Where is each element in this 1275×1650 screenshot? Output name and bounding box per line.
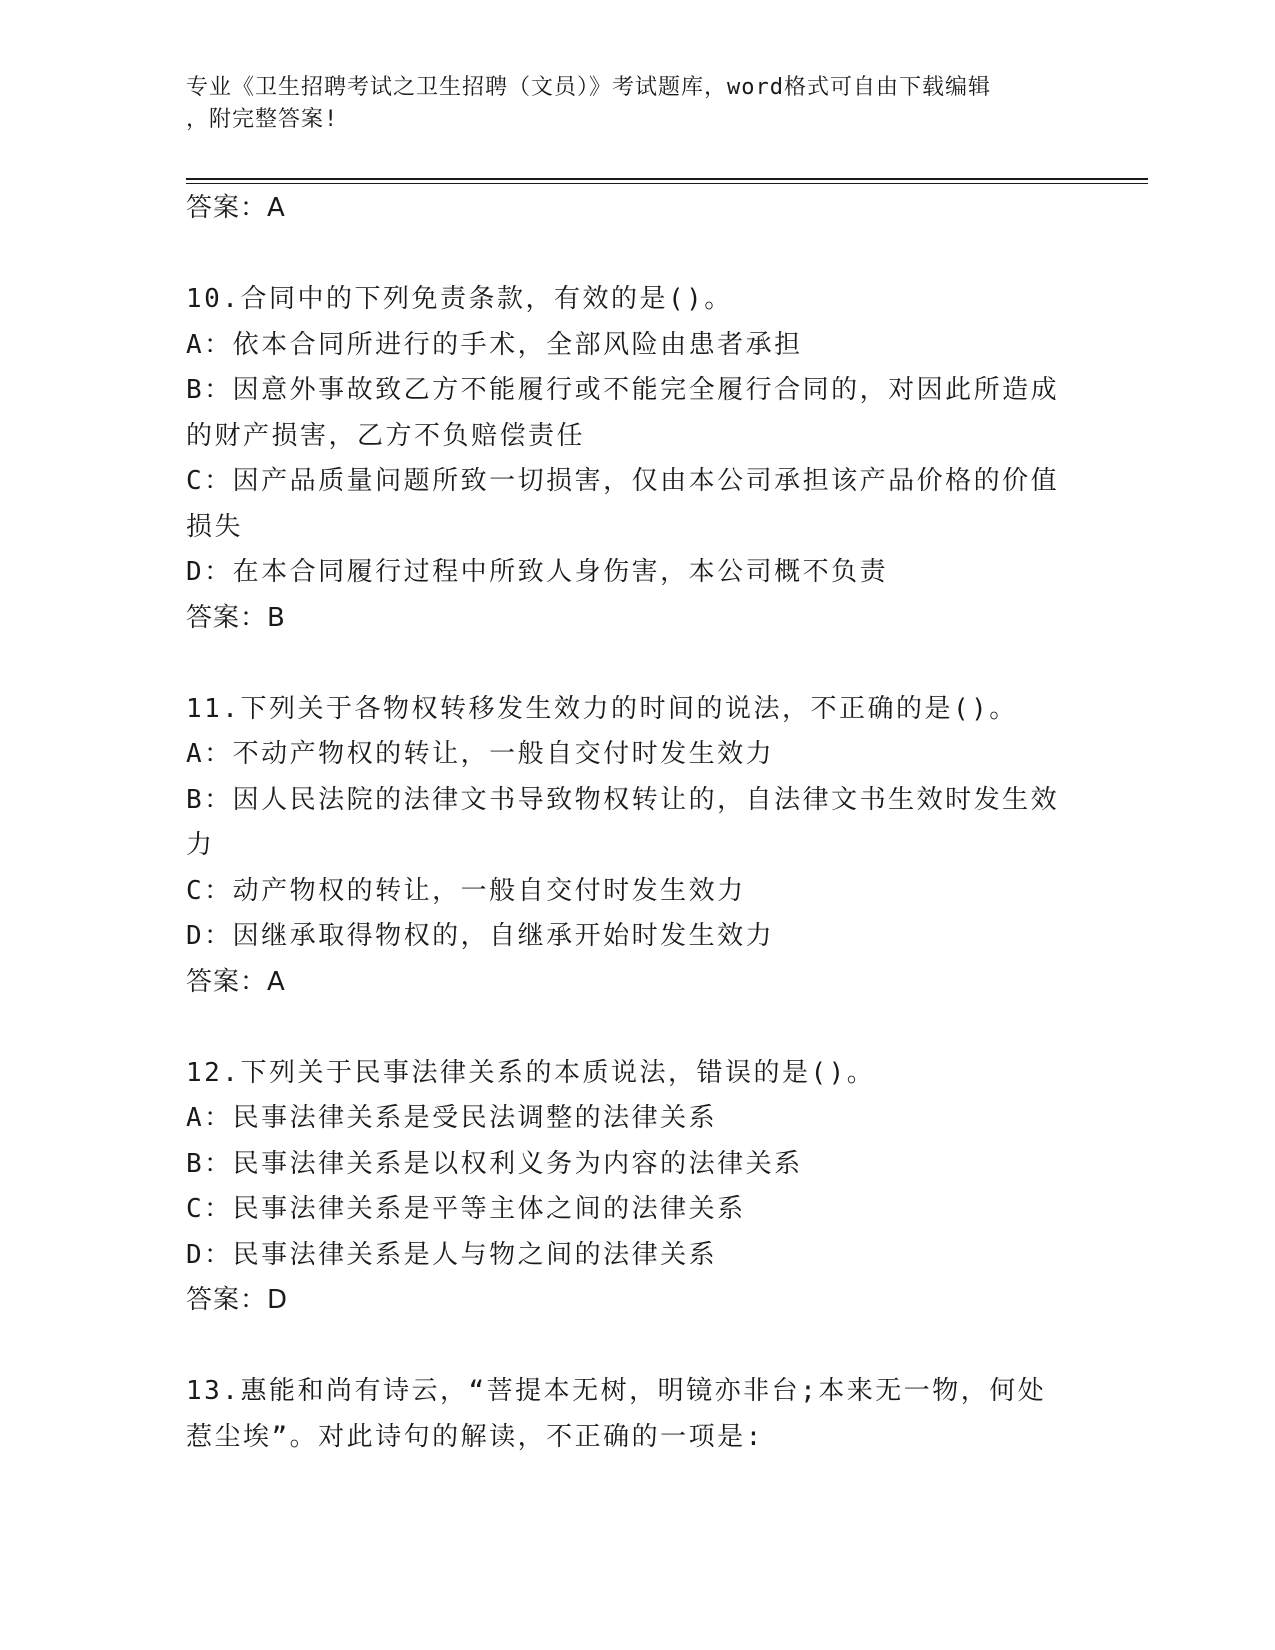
question-stem: 13.惠能和尚有诗云，“菩提本无树，明镜亦非台;本来无一物，何处 bbox=[186, 1376, 1047, 1406]
question-block bbox=[186, 687, 1066, 1006]
question-list bbox=[186, 186, 1066, 1460]
option-b: B：民事法律关系是以权利义务为内容的法律关系 bbox=[186, 1148, 803, 1179]
option-c: C：动产物权的转让，一般自交付时发生效力 bbox=[186, 875, 746, 906]
option-a: A：民事法律关系是受民法调整的法律关系 bbox=[186, 1103, 718, 1133]
option-b-continued: 的财产损害，乙方不负赔偿责任 bbox=[186, 420, 586, 451]
document-header bbox=[186, 72, 1066, 136]
option-b-continued: 力 bbox=[186, 830, 215, 860]
header-line-2: ，附完整答案! bbox=[186, 107, 339, 132]
question-stem: 12.下列关于民事法律关系的本质说法，错误的是()。 bbox=[186, 1057, 876, 1088]
header-divider-thick bbox=[186, 178, 1148, 180]
answer-line: 答案：A bbox=[186, 966, 286, 997]
previous-answer: 答案：A bbox=[186, 193, 286, 223]
question-block bbox=[186, 1051, 1066, 1324]
answer-line: 答案：D bbox=[186, 1285, 289, 1315]
spacer bbox=[186, 232, 1066, 278]
option-d: D：在本合同履行过程中所致人身伤害，本公司概不负责 bbox=[186, 557, 889, 587]
spacer bbox=[186, 1005, 1066, 1051]
header-line-1: 专业《卫生招聘考试之卫生招聘（文员）》考试题库，word格式可自由下载编辑 bbox=[186, 75, 991, 100]
option-c-continued: 损失 bbox=[186, 511, 244, 542]
answer-line: 答案：B bbox=[186, 602, 286, 633]
option-a: A：不动产物权的转让，一般自交付时发生效力 bbox=[186, 739, 775, 769]
header-divider-thin bbox=[186, 183, 1148, 184]
question-block bbox=[186, 1369, 1066, 1460]
question-stem: 10.合同中的下列免责条款，有效的是()。 bbox=[186, 284, 733, 314]
spacer bbox=[186, 1324, 1066, 1370]
question-block bbox=[186, 277, 1066, 641]
option-b: B：因意外事故致乙方不能履行或不能完全履行合同的，对因此所造成 bbox=[186, 375, 1060, 405]
option-d: D：因继承取得物权的，自继承开始时发生效力 bbox=[186, 921, 775, 951]
spacer bbox=[186, 641, 1066, 687]
question-stem: 11.下列关于各物权转移发生效力的时间的说法，不正确的是()。 bbox=[186, 693, 1018, 724]
option-d: D：民事法律关系是人与物之间的法律关系 bbox=[186, 1239, 718, 1270]
option-a: A：依本合同所进行的手术，全部风险由患者承担 bbox=[186, 329, 803, 360]
option-c: C：因产品质量问题所致一切损害，仅由本公司承担该产品价格的价值 bbox=[186, 466, 1060, 496]
question-stem-continued: 惹尘埃”。对此诗句的解读，不正确的一项是: bbox=[186, 1421, 764, 1452]
option-c: C：民事法律关系是平等主体之间的法律关系 bbox=[186, 1194, 746, 1224]
option-b: B：因人民法院的法律文书导致物权转让的，自法律文书生效时发生效 bbox=[186, 784, 1060, 815]
